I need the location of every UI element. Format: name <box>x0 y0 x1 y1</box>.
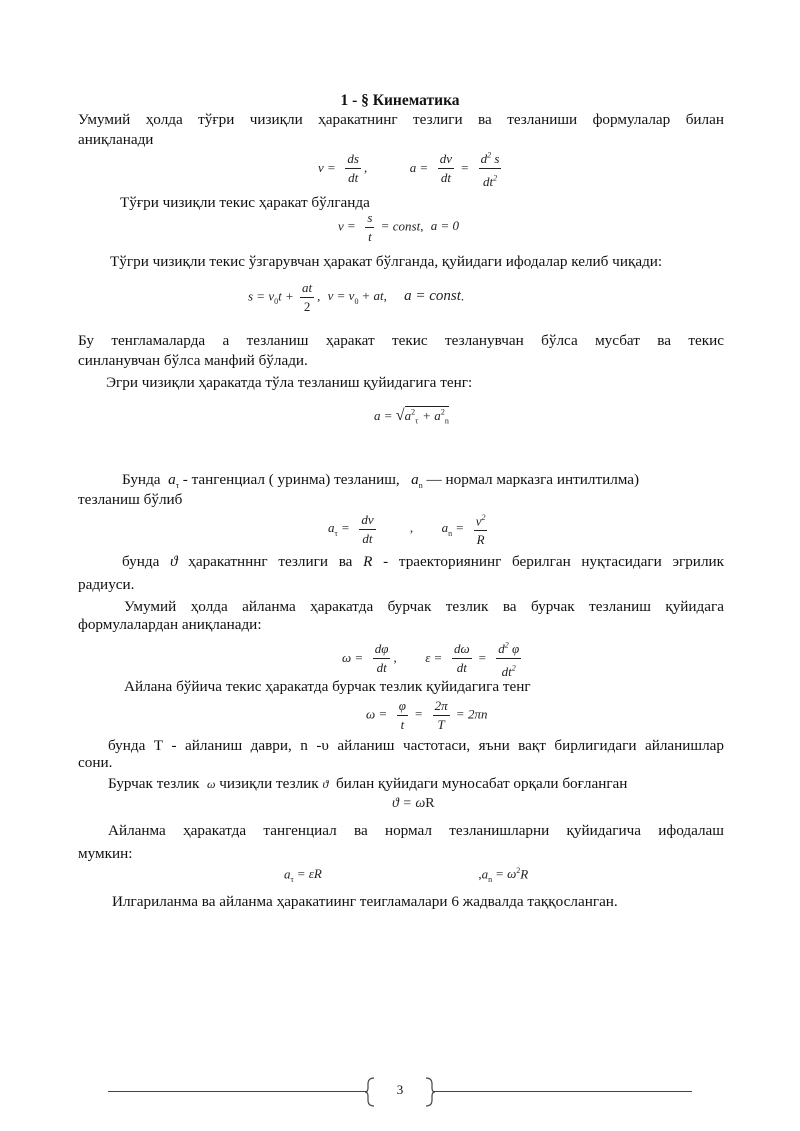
paragraph-1-line-1: Умумий ҳолда тўғри чизиқли ҳаракатнинг тезлиги ва тезланиши формулалар билан <box>78 111 724 128</box>
formula-uniform-rotation: ω = $\frac{\varphi}{t}$ = $\frac{2\pi}{T}$ = 2πn <box>366 698 488 732</box>
footer-rule-left <box>108 1091 366 1092</box>
paragraph-7-line-1: бунда ϑ ҳаракатнннг тезлиги ва R - траекториянинг берилган нуқтасидаги эгрилик <box>122 553 725 570</box>
paragraph-7-line-2: радиуси. <box>78 576 135 593</box>
paragraph-8-line-1: Умумий ҳолда айланма ҳаракатда бурчак тезлик ва бурчак тезланиш қуйидага <box>124 598 724 615</box>
formula-tangential-normal-rotation: $a_\tau = \varepsilon R$ $,a_n = \omega^2R$ <box>284 866 529 884</box>
footer-rule-right <box>434 1091 692 1092</box>
paragraph-12-line-2: мумкин: <box>78 845 133 862</box>
page-number: 3 <box>396 1082 404 1097</box>
section-title: 1 - § Кинематика <box>340 92 460 109</box>
paragraph-5: Эгри чизиқли ҳаракатда тўла тезланиш қуйидагига тенг: <box>106 374 473 391</box>
paragraph-8-line-2: формулалардан аниқланади: <box>78 616 262 633</box>
paragraph-2: Тўғри чизиқли текис ҳаракат бўлганда <box>120 194 370 211</box>
paragraph-13: Илгариланма ва айланма ҳаракатиинг теигламалари 6 жадвалда таққосланган. <box>112 893 618 910</box>
paragraph-10-line-2: сони. <box>78 754 113 771</box>
formula-uniformly-accelerated: $s = v_0t$ + $\frac{at}{2}$ , $v = v_0$ + at, a = const. <box>248 280 465 314</box>
paragraph-9: Айлана бўйича текис ҳаракатда бурчак тезлик қуйидагига тенг <box>124 678 531 695</box>
paragraph-6-line-2: тезланиш бўлиб <box>78 491 183 508</box>
paragraph-1-line-2: аниқланади <box>78 131 154 148</box>
formula-total-acceleration: $a = √a^2_\tau + a^2_n$ <box>374 407 449 426</box>
paragraph-4-line-1: Бу тенгламаларда a тезланиш ҳаракат текис тезланувчан бўлса мусбат ва текис <box>78 332 724 349</box>
formula-linear-angular-relation: ϑ = ωR <box>392 796 435 811</box>
formula-tangential-normal: $a_\tau$ = $\frac{dv}{dt}$ , $a_n$ = $\frac{v^2}{R}$ <box>328 511 486 548</box>
formula-velocity-acceleration: v = $\frac{ds}{dt}$ , a = $\frac{dv}{dt}$ = $\frac{d^2 s}{dt^2}$ <box>318 148 504 190</box>
paragraph-4-line-2: синланувчан бўлса манфий бўлади. <box>78 352 308 369</box>
paragraph-10-line-1: бунда Т - айланиш даври, n -υ айланиш частотаси, яъни вақт бирлигидаги айланишлар <box>108 737 724 754</box>
paragraph-12-line-1: Айланма ҳаракатда тангенциал ва нормал тезланишларни қуйидагича ифодалаш <box>108 822 724 839</box>
formula-angular-velocity-acceleration: ω = $\frac{d\varphi}{dt}$ , ε = $\frac{d\omega}{dt}$ = $\frac{d^2 \varphi}{dt^2}$ <box>342 638 524 680</box>
paragraph-3: Тўгри чизиқли текис ўзгарувчан ҳаракат бўлганда, қуйидаги ифодалар келиб чиқади: <box>110 253 663 270</box>
paragraph-6-line-1: Бунда $a_\tau$ - тангенциал ( уринма) тезланиш, $a_n$ — нормал марказга интилтилма) <box>122 471 640 491</box>
formula-uniform-motion: v = $\frac{s}{t}$ = const, a = 0 <box>338 210 460 244</box>
paragraph-11: Бурчак тезлик ω чизиқли тезлик ϑ билан қуйидаги муносабат орқали боғланган <box>108 775 628 792</box>
